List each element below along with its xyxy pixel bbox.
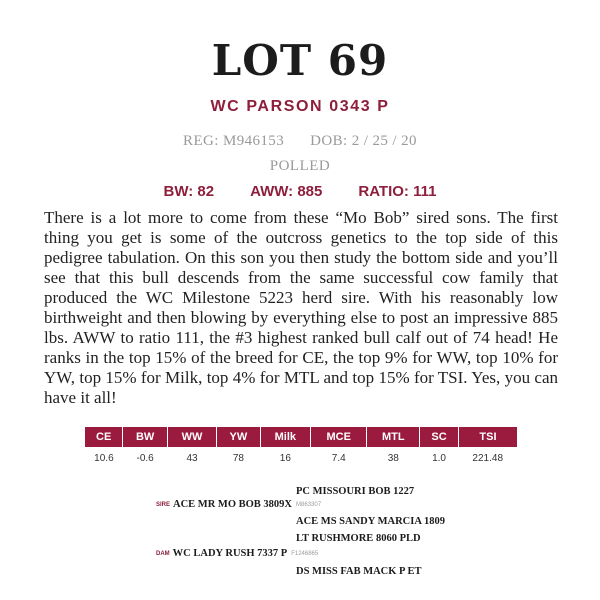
lot-title: LOT 69: [211, 36, 389, 85]
pedigree-sire-sire: PC MISSOURI BOB 1227: [296, 486, 415, 497]
epd-value-ce: 10.6: [94, 452, 114, 464]
registration-line: [0, 133, 600, 150]
epd-header-sc: SC: [420, 427, 459, 447]
adjusted-weaning-weight: AWW: 885: [250, 183, 323, 200]
epd-value-ww: 43: [186, 452, 198, 464]
epd-header-tsi: TSI: [458, 427, 517, 447]
pedigree-sire-dam: ACE MS SANDY MARCIA 1809: [296, 516, 445, 527]
epd-value-row: [85, 447, 517, 469]
epd-value-sc: 1.0: [432, 452, 446, 464]
epd-header-ce: CE: [85, 427, 123, 447]
sire-registration: M863307: [296, 502, 322, 508]
epd-value-mce: 7.4: [331, 452, 346, 464]
epd-header-mtl: MTL: [367, 427, 420, 447]
birth-weight: BW: 82: [163, 183, 215, 200]
pedigree-sire: [156, 499, 321, 510]
epd-header-row: [85, 427, 517, 447]
sire-name: ACE MR MO BOB 3809X: [173, 499, 293, 510]
epd-header-bw: BW: [123, 427, 168, 447]
epd-value-bw: -0.6: [136, 452, 154, 464]
epd-header-ww: WW: [167, 427, 216, 447]
dam-registration: F1246865: [291, 551, 319, 557]
pedigree-dam: [156, 548, 318, 559]
lot-description: There is a lot more to come from these “Mo Bob” sired sons. The first thing you get is some of the outcross genetics to the top side of this pedigree tabulation. On this son you then study the bottom side and you’ll see that this bull descends from the same successful cow family that produced the WC Milestone 5223 herd sire. With his reasonably low birthweight and then blowing by everything else to post an impressive 885 lbs. AWW to ratio 111, the #3 highest ranked bull calf out of 74 head! He ranks in the top 15% of the breed for CE, the top 9% for WW, top 10% for YW, top 15% for Milk, top 4% for MTL and top 15% for TSI. Yes, you can have it all!: [44, 208, 558, 407]
epd-header-yw: YW: [217, 427, 260, 447]
epd-value-mtl: 38: [387, 452, 399, 464]
sire-role-label: SIRE: [156, 502, 171, 508]
epd-header-mce: MCE: [311, 427, 367, 447]
pedigree-dam-sire: LT RUSHMORE 8060 PLD: [296, 533, 421, 544]
polled-label: POLLED: [269, 158, 331, 174]
epd-value-milk: 16: [279, 452, 291, 464]
registration-number: REG: M946153: [183, 133, 285, 149]
date-of-birth: DOB: 2 / 25 / 20: [310, 133, 417, 149]
epd-value-tsi: 221.48: [472, 452, 504, 464]
epd-header-milk: Milk: [260, 427, 310, 447]
epd-table: [85, 427, 517, 469]
epd-value-yw: 78: [232, 452, 244, 464]
performance-stats: [0, 183, 600, 200]
weaning-ratio: RATIO: 111: [358, 183, 437, 200]
pedigree-dam-dam: DS MISS FAB MACK P ET: [296, 566, 422, 577]
dam-name: WC LADY RUSH 7337 P: [172, 548, 288, 559]
bull-name: WC PARSON 0343 P: [210, 98, 390, 115]
dam-role-label: DAM: [156, 551, 170, 557]
